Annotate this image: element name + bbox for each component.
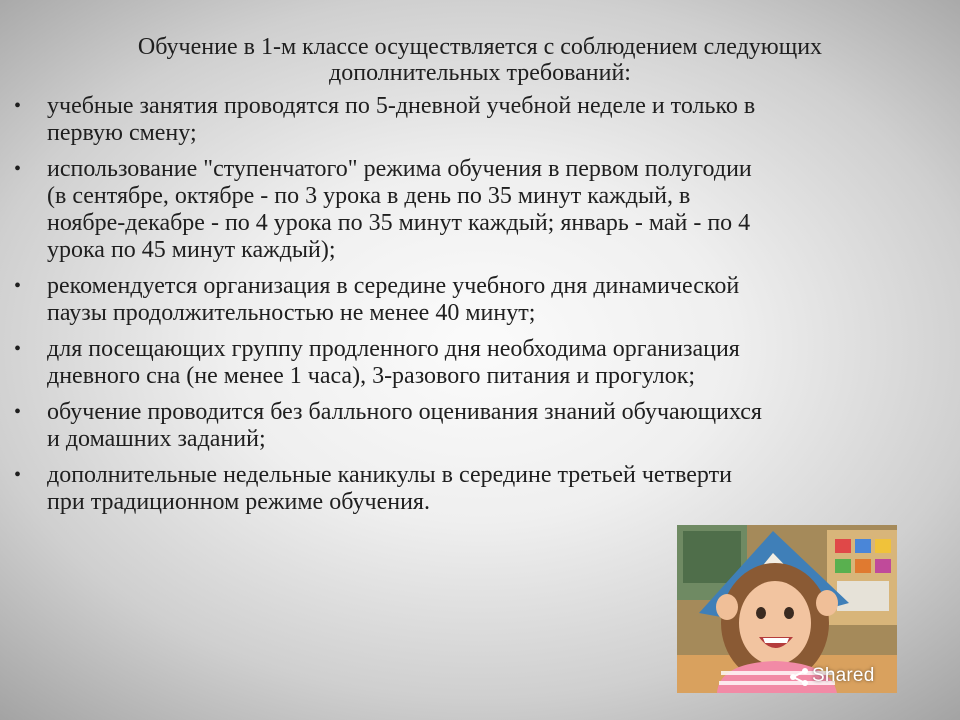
list-item <box>12 273 940 327</box>
list-item-line: при традиционном режиме обучения. <box>47 489 430 515</box>
bullet-icon: • <box>14 464 22 486</box>
watermark-text: Shared <box>812 665 875 686</box>
list-item-line: обучение проводится без балльного оценивания знаний обучающихся <box>47 399 762 425</box>
list-item-line: дневного сна (не менее 1 часа), 3-разового питания и прогулок; <box>47 363 696 389</box>
list-item-line: урока по 45 минут каждый); <box>47 237 336 263</box>
list-item-line: и домашних заданий; <box>47 426 266 452</box>
bullet-icon: • <box>14 275 22 297</box>
list-item-line: дополнительные недельные каникулы в середине третьей четверти <box>47 462 732 488</box>
list-item <box>12 156 940 264</box>
list-item-line: (в сентябре, октябре - по 3 урока в день по 35 минут каждый, в <box>47 183 691 209</box>
list-item-line: первую смену; <box>47 120 197 146</box>
slide-title-line-2: дополнительных требований: <box>329 60 631 86</box>
requirements-list <box>12 93 940 525</box>
slide-title-line-1: Обучение в 1-м классе осуществляется с соблюдением следующих <box>137 34 823 60</box>
list-item <box>12 462 940 516</box>
list-item <box>12 93 940 147</box>
list-item <box>12 399 940 453</box>
list-item-line: учебные занятия проводятся по 5-дневной учебной неделе и только в <box>47 93 756 119</box>
list-item-line: рекомендуется организация в середине учебного дня динамической <box>47 273 740 299</box>
bullet-icon: • <box>14 95 22 117</box>
list-item-line: для посещающих группу продленного дня необходима организация <box>47 336 740 362</box>
list-item-line: ноябре-декабре - по 4 урока по 35 минут каждый; январь - май - по 4 <box>47 210 751 236</box>
list-item-line: использование "ступенчатого" режима обучения в первом полугодии <box>47 156 752 182</box>
list-item <box>12 336 940 390</box>
share-icon <box>788 666 810 688</box>
bullet-icon: • <box>14 401 22 423</box>
list-item-line: паузы продолжительностью не менее 40 минут; <box>47 300 536 326</box>
slide-title <box>40 34 920 86</box>
bullet-icon: • <box>14 158 22 180</box>
bullet-icon: • <box>14 338 22 360</box>
